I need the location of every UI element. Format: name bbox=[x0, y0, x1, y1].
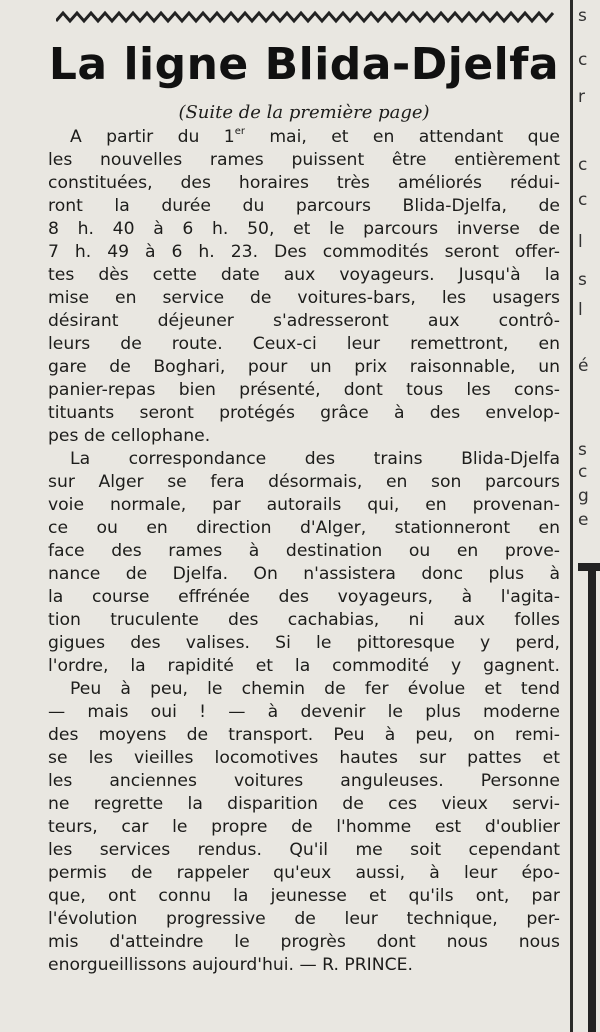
article-line: ne regrette la disparition de ces vieux servi- bbox=[48, 794, 560, 814]
article-line: tituants seront protégés grâce à des envelop- bbox=[48, 403, 560, 423]
column-fragment: l bbox=[578, 300, 583, 320]
article-line: la course effrénée des voyageurs, à l'agita- bbox=[48, 587, 560, 607]
article-line: désirant déjeuner s'adresseront aux contrô- bbox=[48, 311, 560, 331]
column-fragment: c bbox=[578, 190, 588, 210]
article-line: les nouvelles rames puissent être entièrement bbox=[48, 150, 560, 170]
article-body bbox=[48, 126, 560, 977]
article-line: enorgueillissons aujourd'hui. — R. PRINCE. bbox=[48, 955, 413, 975]
column-fragment: s bbox=[578, 440, 587, 460]
column-fragment: c bbox=[578, 50, 588, 70]
column-fragment: c bbox=[578, 462, 588, 482]
article-line: leurs de route. Ceux-ci leur remettront, en bbox=[48, 334, 560, 354]
column-fragment: é bbox=[578, 356, 589, 376]
article-line: constituées, des horaires très améliorés rédui- bbox=[48, 173, 560, 193]
article-line: les anciennes voitures anguleuses. Personne bbox=[48, 771, 560, 791]
article-line: tion truculente des cachabias, ni aux folles bbox=[48, 610, 560, 630]
article-line: permis de rappeler qu'eux aussi, à leur épo- bbox=[48, 863, 560, 883]
article-line: panier-repas bien présenté, dont tous les cons- bbox=[48, 380, 560, 400]
article-line: que, ont connu la jeunesse et qu'ils ont, par bbox=[48, 886, 560, 906]
decorative-zigzag-rule bbox=[56, 10, 556, 24]
article-line: 8 h. 40 à 6 h. 50, et le parcours inverse de bbox=[48, 219, 560, 239]
column-divider bbox=[570, 0, 573, 1032]
article-line: A partir du 1er mai, et en attendant que bbox=[70, 126, 560, 147]
article-line: teurs, car le propre de l'homme est d'oublier bbox=[48, 817, 560, 837]
article-line: voie normale, par autorails qui, en provenan- bbox=[48, 495, 560, 515]
article-line: Peu à peu, le chemin de fer évolue et tend bbox=[70, 679, 560, 699]
article-line: se les vieilles locomotives hautes sur pattes et bbox=[48, 748, 560, 768]
article-line: La correspondance des trains Blida-Djelfa bbox=[70, 449, 560, 469]
article bbox=[48, 30, 560, 977]
column-fragment: r bbox=[578, 87, 585, 107]
article-line: mis d'atteindre le progrès dont nous nous bbox=[48, 932, 560, 952]
article-line: 7 h. 49 à 6 h. 23. Des commodités seront offer- bbox=[48, 242, 560, 262]
article-subtitle: (Suite de la première page) bbox=[178, 102, 430, 123]
article-line: ront la durée du parcours Blida-Djelfa, de bbox=[48, 196, 560, 216]
adjacent-column-fragments bbox=[576, 0, 600, 1032]
column-fragment: s bbox=[578, 270, 587, 290]
article-title: La ligne Blida-Djelfa bbox=[48, 39, 560, 90]
article-line: nance de Djelfa. On n'assistera donc plus à bbox=[48, 564, 560, 584]
column-fragment: s bbox=[578, 6, 587, 26]
column-fragment: c bbox=[578, 155, 588, 175]
article-line: gare de Boghari, pour un prix raisonnable, un bbox=[48, 357, 560, 377]
column-fragment: e bbox=[578, 510, 589, 530]
article-line: des moyens de transport. Peu à peu, on remi- bbox=[48, 725, 560, 745]
article-line: les services rendus. Qu'il me soit cependant bbox=[48, 840, 560, 860]
article-line: tes dès cette date aux voyageurs. Jusqu'à la bbox=[48, 265, 560, 285]
article-line: mise en service de voitures-bars, les usagers bbox=[48, 288, 560, 308]
column-fragment: l bbox=[578, 232, 583, 252]
article-line: l'ordre, la rapidité et la commodité y gagnent. bbox=[48, 656, 560, 676]
column-fragment: g bbox=[578, 486, 589, 506]
article-line: face des rames à destination ou en prove- bbox=[48, 541, 560, 561]
article-line: sur Alger se fera désormais, en son parcours bbox=[48, 472, 560, 492]
article-line: ce ou en direction d'Alger, stationneront en bbox=[48, 518, 560, 538]
article-line: l'évolution progressive de leur technique, per- bbox=[48, 909, 560, 929]
article-line: gigues des valises. Si le pittoresque y perd, bbox=[48, 633, 560, 653]
article-line: pes de cellophane. bbox=[48, 426, 211, 446]
article-line: — mais oui ! — à devenir le plus moderne bbox=[48, 702, 560, 722]
